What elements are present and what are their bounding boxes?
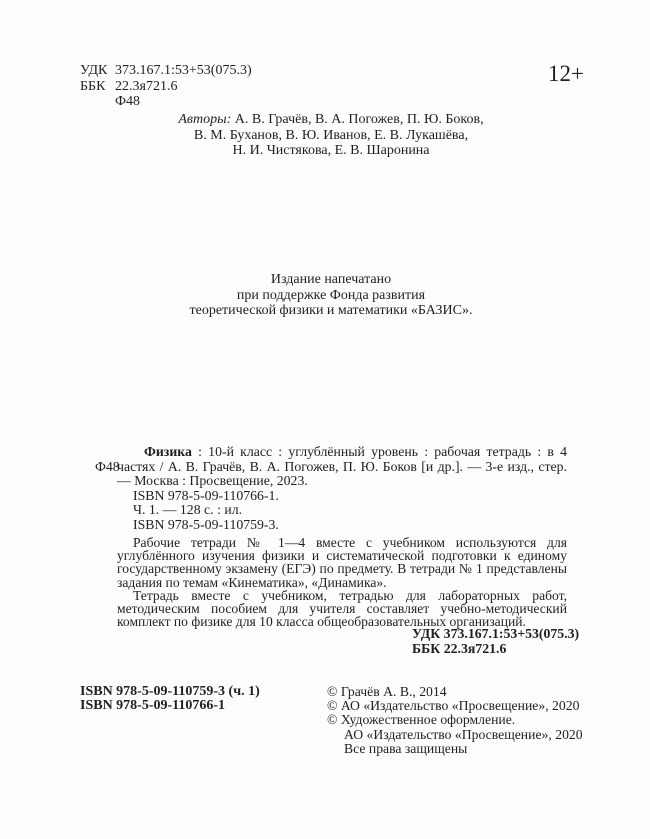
udk-label: УДК	[80, 63, 108, 78]
isbn-edition-line: ISBN 978-5-09-110766-1.	[133, 487, 279, 503]
footer-isbn-part: ISBN 978-5-09-110759-3 (ч. 1)	[80, 684, 260, 699]
support-note	[80, 272, 582, 319]
support-note-line-2: при поддержке Фонда развития	[236, 287, 426, 303]
catalog-author-sign: Ф48	[95, 458, 120, 474]
copyright-line-2: © АО «Издательство «Просвещение», 2020	[327, 698, 580, 714]
annotation-paragraph-1: Рабочие тетради № 1—4 вместе с учебником используются для углублённого изучения физики и систематической подготовки к единому государственному экзамену (ЕГЭ) по предмету. В тетради № 1 представлены задания по темам «Кинематика», «Динамика».	[117, 535, 567, 590]
support-note-line-3: теоретической физики и математики «БАЗИС».	[189, 303, 473, 319]
bbk-row	[80, 79, 252, 95]
annotation	[117, 536, 567, 628]
copyright-line-5: Все права защищены	[344, 740, 468, 756]
bbk-label: ББК	[80, 78, 106, 94]
copyright-line-4: АО «Издательство «Просвещение», 2020	[344, 726, 583, 742]
top-catalog-codes	[80, 63, 252, 110]
copyright-line-3: © Художественное оформление.	[327, 712, 516, 728]
authors-line-3: Н. И. Чистякова, Е. В. Шаронина	[232, 143, 430, 159]
authors-line-1-names: А. В. Грачёв, В. А. Погожев, П. Ю. Боков,	[231, 112, 484, 127]
catalog-entry	[95, 444, 567, 533]
age-rating-badge: 12+	[548, 61, 584, 86]
authors-block	[80, 112, 582, 159]
bbk-bold-line: ББК 22.3я721.6	[412, 640, 507, 656]
udk-bold-line: УДК 373.167.1:53+53(075.3)	[412, 626, 580, 641]
bibliographic-description-rest: : 10-й класс : углублённый уровень : рабочая тетрадь : в 4 частях / А. В. Грачёв, В. А. Погожев, П. Ю. Боков [и др.]. — 3-е изд., стер. — Москва : Просвещение, 2023.	[117, 444, 567, 489]
annotation-paragraph-2: Тетрадь вместе с учебником, тетрадью для лабораторных работ, методическим пособием для учителя составляет учебно-методический комплект по физике для 10 класса общеобразовательных организаций.	[117, 587, 567, 630]
bibliographic-description	[117, 445, 567, 489]
footer-isbn-edition: ISBN 978-5-09-110766-1	[80, 697, 226, 713]
copyright-block	[327, 685, 583, 756]
authors-line-1	[80, 112, 582, 128]
bbk-value: 22.3я721.6	[115, 78, 178, 94]
copyright-line-1: © Грачёв А. В., 2014	[327, 684, 447, 699]
book-title: Физика	[144, 444, 192, 459]
isbn-part-line: ISBN 978-5-09-110759-3.	[133, 516, 279, 532]
authors-line-2: В. М. Буханов, В. Ю. Иванов, Е. В. Лукашёва,	[193, 127, 469, 143]
author-sign-row	[80, 94, 252, 110]
udk-bbk-block	[412, 627, 579, 656]
author-sign-spacer	[80, 94, 115, 110]
footer-isbn-block	[80, 685, 260, 713]
udk-value: 373.167.1:53+53(075.3)	[115, 63, 252, 78]
author-sign: Ф48	[115, 94, 141, 110]
part-info-line: Ч. 1. — 128 с. : ил.	[133, 502, 243, 518]
support-note-line-1: Издание напечатано	[270, 272, 392, 287]
udk-row	[80, 63, 252, 79]
authors-label: Авторы:	[178, 112, 232, 127]
